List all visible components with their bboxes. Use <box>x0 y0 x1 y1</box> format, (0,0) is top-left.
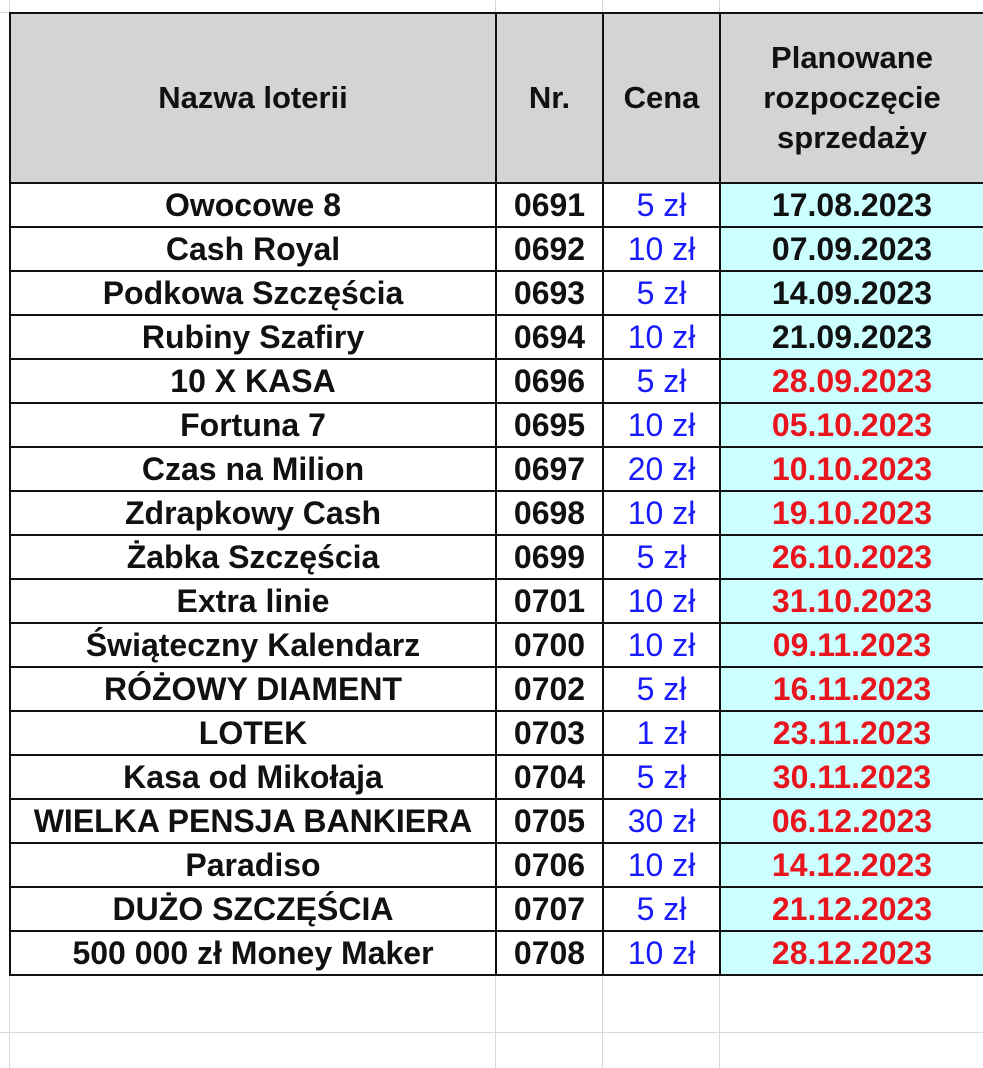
lottery-price-cell[interactable]: 20 zł <box>603 447 720 491</box>
table-row <box>10 403 983 447</box>
lottery-price-cell[interactable]: 10 zł <box>603 623 720 667</box>
table-row <box>10 535 983 579</box>
lottery-number-cell[interactable]: 0703 <box>496 711 603 755</box>
lottery-price-cell[interactable]: 5 zł <box>603 755 720 799</box>
lottery-name-cell[interactable]: 10 X KASA <box>10 359 496 403</box>
lottery-schedule-table <box>9 12 983 976</box>
table-row <box>10 315 983 359</box>
lottery-name-cell[interactable]: Extra linie <box>10 579 496 623</box>
lottery-number-cell[interactable]: 0698 <box>496 491 603 535</box>
lottery-price-cell[interactable]: 5 zł <box>603 359 720 403</box>
lottery-name-cell[interactable]: Żabka Szczęścia <box>10 535 496 579</box>
sale-start-date-cell[interactable]: 16.11.2023 <box>720 667 983 711</box>
lottery-number-cell[interactable]: 0700 <box>496 623 603 667</box>
lottery-name-cell[interactable]: Kasa od Mikołaja <box>10 755 496 799</box>
lottery-name-cell[interactable]: Cash Royal <box>10 227 496 271</box>
lottery-price-cell[interactable]: 5 zł <box>603 535 720 579</box>
sale-start-date-cell[interactable]: 21.09.2023 <box>720 315 983 359</box>
lottery-number-cell[interactable]: 0705 <box>496 799 603 843</box>
table-row <box>10 931 983 975</box>
table-row <box>10 887 983 931</box>
lottery-name-cell[interactable]: Owocowe 8 <box>10 183 496 227</box>
sale-start-date-cell[interactable]: 21.12.2023 <box>720 887 983 931</box>
lottery-name-cell[interactable]: LOTEK <box>10 711 496 755</box>
lottery-price-cell[interactable]: 5 zł <box>603 271 720 315</box>
lottery-name-cell[interactable]: Świąteczny Kalendarz <box>10 623 496 667</box>
lottery-price-cell[interactable]: 1 zł <box>603 711 720 755</box>
lottery-price-cell[interactable]: 5 zł <box>603 887 720 931</box>
lottery-name-cell[interactable]: 500 000 zł Money Maker <box>10 931 496 975</box>
sale-start-date-cell[interactable]: 28.12.2023 <box>720 931 983 975</box>
table-row <box>10 755 983 799</box>
sale-start-date-cell[interactable]: 17.08.2023 <box>720 183 983 227</box>
table-row <box>10 359 983 403</box>
lottery-number-cell[interactable]: 0701 <box>496 579 603 623</box>
lottery-number-cell[interactable]: 0707 <box>496 887 603 931</box>
table-row <box>10 799 983 843</box>
sale-start-date-cell[interactable]: 10.10.2023 <box>720 447 983 491</box>
lottery-number-cell[interactable]: 0694 <box>496 315 603 359</box>
lottery-number-cell[interactable]: 0692 <box>496 227 603 271</box>
lottery-name-cell[interactable]: DUŻO SZCZĘŚCIA <box>10 887 496 931</box>
header-row <box>10 13 983 183</box>
sale-start-date-cell[interactable]: 23.11.2023 <box>720 711 983 755</box>
sale-start-date-cell[interactable]: 05.10.2023 <box>720 403 983 447</box>
lottery-name-cell[interactable]: Czas na Milion <box>10 447 496 491</box>
lottery-number-cell[interactable]: 0706 <box>496 843 603 887</box>
table-row <box>10 491 983 535</box>
table-row <box>10 579 983 623</box>
lottery-number-cell[interactable]: 0695 <box>496 403 603 447</box>
sale-start-date-cell[interactable]: 28.09.2023 <box>720 359 983 403</box>
lottery-price-cell[interactable]: 10 zł <box>603 227 720 271</box>
sale-start-date-cell[interactable]: 06.12.2023 <box>720 799 983 843</box>
lottery-number-cell[interactable]: 0691 <box>496 183 603 227</box>
lottery-price-cell[interactable]: 30 zł <box>603 799 720 843</box>
sale-start-date-cell[interactable]: 09.11.2023 <box>720 623 983 667</box>
lottery-number-cell[interactable]: 0697 <box>496 447 603 491</box>
table-row <box>10 711 983 755</box>
table-row <box>10 183 983 227</box>
lottery-number-cell[interactable]: 0696 <box>496 359 603 403</box>
lottery-price-cell[interactable]: 5 zł <box>603 183 720 227</box>
header-planned-sale-start[interactable]: Planowane rozpoczęcie sprzedaży <box>720 13 983 183</box>
table-row <box>10 623 983 667</box>
table-row <box>10 271 983 315</box>
table-row <box>10 227 983 271</box>
header-price[interactable]: Cena <box>603 13 720 183</box>
lottery-price-cell[interactable]: 10 zł <box>603 843 720 887</box>
lottery-price-cell[interactable]: 5 zł <box>603 667 720 711</box>
lottery-price-cell[interactable]: 10 zł <box>603 931 720 975</box>
header-lottery-name[interactable]: Nazwa loterii <box>10 13 496 183</box>
lottery-number-cell[interactable]: 0704 <box>496 755 603 799</box>
lottery-price-cell[interactable]: 10 zł <box>603 579 720 623</box>
table-row <box>10 843 983 887</box>
lottery-number-cell[interactable]: 0708 <box>496 931 603 975</box>
lottery-number-cell[interactable]: 0693 <box>496 271 603 315</box>
table-row <box>10 447 983 491</box>
lottery-name-cell[interactable]: Rubiny Szafiry <box>10 315 496 359</box>
lottery-name-cell[interactable]: WIELKA PENSJA BANKIERA <box>10 799 496 843</box>
sale-start-date-cell[interactable]: 19.10.2023 <box>720 491 983 535</box>
lottery-name-cell[interactable]: Fortuna 7 <box>10 403 496 447</box>
lottery-number-cell[interactable]: 0702 <box>496 667 603 711</box>
header-number[interactable]: Nr. <box>496 13 603 183</box>
lottery-name-cell[interactable]: Podkowa Szczęścia <box>10 271 496 315</box>
lottery-price-cell[interactable]: 10 zł <box>603 491 720 535</box>
lottery-price-cell[interactable]: 10 zł <box>603 315 720 359</box>
sale-start-date-cell[interactable]: 07.09.2023 <box>720 227 983 271</box>
lottery-name-cell[interactable]: RÓŻOWY DIAMENT <box>10 667 496 711</box>
lottery-number-cell[interactable]: 0699 <box>496 535 603 579</box>
lottery-price-cell[interactable]: 10 zł <box>603 403 720 447</box>
sale-start-date-cell[interactable]: 30.11.2023 <box>720 755 983 799</box>
sale-start-date-cell[interactable]: 14.09.2023 <box>720 271 983 315</box>
sale-start-date-cell[interactable]: 31.10.2023 <box>720 579 983 623</box>
lottery-name-cell[interactable]: Zdrapkowy Cash <box>10 491 496 535</box>
lottery-name-cell[interactable]: Paradiso <box>10 843 496 887</box>
table-row <box>10 667 983 711</box>
sale-start-date-cell[interactable]: 26.10.2023 <box>720 535 983 579</box>
sale-start-date-cell[interactable]: 14.12.2023 <box>720 843 983 887</box>
